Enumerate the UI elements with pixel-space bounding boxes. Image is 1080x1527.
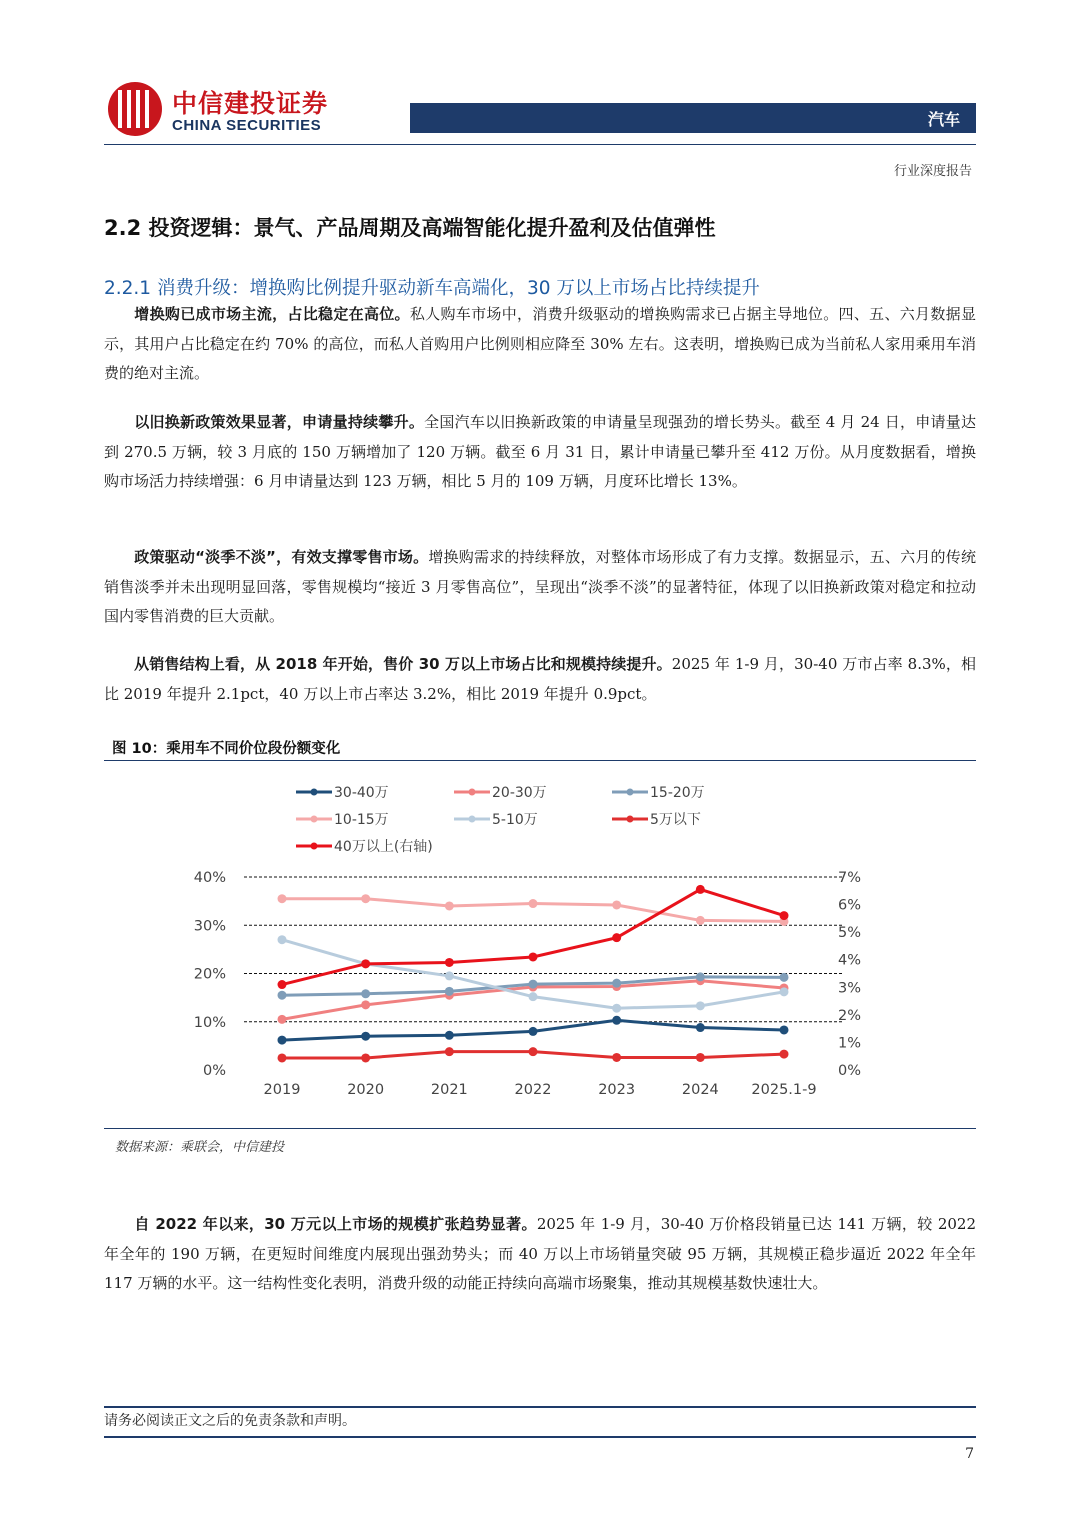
data-point (780, 1050, 789, 1059)
right-axis-tick-label: 5% (838, 925, 862, 942)
series-10-15万 (278, 894, 789, 926)
left-axis-tick-label: 40% (193, 870, 226, 886)
data-point (529, 992, 538, 1001)
legend-item (454, 785, 547, 801)
paragraph-2-lead: 以旧换新政策效果显著，申请量持续攀升。 (134, 413, 425, 431)
paragraph-1-body: 私人购车市场中，消费升级驱动的增换购需求已占据主导地位。四、五、六月数据显示，其用户占比稳定在约 70% 的高位，而私人首购用户比例则相应降至 30% 左右。这表明，增换购已成为当前私人家用乘用车消费的绝对主流。 (104, 305, 976, 382)
right-axis-tick-label: 1% (838, 1035, 862, 1052)
paragraph-4-body: 2025 年 1-9 月，30-40 万市占率 8.3%，相比 2019 年提升 2.1pct，40 万以上市占率达 3.2%，相比 2019 年提升 0.9pct。 (104, 655, 977, 703)
data-point (445, 1031, 454, 1040)
paragraph-4 (104, 650, 976, 709)
data-point (696, 1023, 705, 1032)
sector-label: 汽车 (927, 110, 960, 129)
company-logo-icon (108, 82, 162, 136)
sector-banner (410, 103, 976, 133)
x-axis-tick-label: 2024 (681, 1082, 719, 1098)
paragraph-2 (104, 408, 976, 497)
paragraph-5 (104, 1210, 976, 1299)
data-point (780, 911, 789, 920)
right-axis-tick-label: 6% (838, 897, 862, 914)
figure-source: 数据来源：乘联会，中信建投 (115, 1140, 285, 1155)
data-point (529, 1047, 538, 1056)
data-point (361, 1032, 370, 1041)
data-point (696, 916, 705, 925)
data-point (361, 989, 370, 998)
data-point (612, 1016, 621, 1025)
data-point (278, 980, 287, 989)
x-axis-tick-label: 2023 (598, 1082, 636, 1098)
data-point (529, 980, 538, 989)
section-heading: 2.2 投资逻辑：景气、产品周期及高端智能化提升盈利及估值弹性 (104, 216, 716, 240)
data-point (612, 900, 621, 909)
data-point (696, 972, 705, 981)
data-point (612, 933, 621, 942)
right-axis-tick-label: 0% (838, 1063, 862, 1079)
x-axis-tick-label: 2019 (263, 1082, 301, 1098)
price-segment-share-chart (104, 770, 976, 1110)
figure-title: 图 10：乘用车不同价位段份额变化 (112, 741, 341, 757)
figure-top-rule (104, 760, 976, 761)
legend-label: 30-40万 (334, 785, 389, 801)
x-axis-tick-label: 2020 (347, 1082, 385, 1098)
paragraph-3 (104, 543, 976, 632)
data-point (696, 1053, 705, 1062)
x-axis-ticks (264, 1082, 817, 1098)
left-axis-tick-label: 30% (193, 918, 226, 935)
data-point (696, 1001, 705, 1010)
logo-chinese-name: 中信建投证券 (172, 89, 329, 118)
data-point (612, 979, 621, 988)
right-axis-tick-label: 3% (838, 980, 862, 997)
left-axis-ticks (194, 870, 226, 1079)
legend-swatch-marker (469, 789, 476, 796)
data-point (278, 935, 287, 944)
legend-swatch-marker (627, 789, 634, 796)
data-point (696, 885, 705, 894)
left-axis-tick-label: 0% (202, 1063, 226, 1079)
data-point (278, 991, 287, 1000)
data-point (361, 1053, 370, 1062)
legend-label: 5万以下 (650, 812, 701, 828)
paragraph-2-body: 全国汽车以旧换新政策的申请量呈现强劲的增长势头。截至 4 月 24 日，申请量达到 270.5 万辆，较 3 月底的 150 万辆增加了 120 万辆。截至 6 月 31 日，累计申请量已攀升至 412 万份。从月度数据看，增换购市场活力持续增强：6 月申请量达到 123 万辆，相比 5 月的 109 万辆，月度环比增长 13%。 (104, 413, 976, 490)
subsection-heading: 2.2.1 消费升级：增换购比例提升驱动新车高端化，30 万以上市场占比持续提升 (104, 278, 760, 299)
data-point (529, 952, 538, 961)
left-axis-tick-label: 20% (193, 966, 226, 983)
data-point (612, 1004, 621, 1013)
series-5万以下 (278, 1047, 789, 1062)
data-point (780, 987, 789, 996)
legend-label: 5-10万 (492, 812, 538, 828)
footer-top-rule (104, 1406, 976, 1408)
data-point (361, 959, 370, 968)
data-point (278, 1015, 287, 1024)
header-divider (104, 144, 976, 145)
right-axis-tick-label: 7% (838, 870, 862, 886)
legend-item (612, 785, 705, 801)
data-point (445, 901, 454, 910)
legend-swatch-marker (469, 816, 476, 823)
data-point (278, 894, 287, 903)
page-number: 7 (965, 1446, 974, 1462)
data-point (445, 1047, 454, 1056)
data-point (445, 958, 454, 967)
footer-bottom-rule (104, 1436, 976, 1438)
paragraph-4-lead: 从销售结构上看，从 2018 年开始，售价 30 万以上市场占比和规模持续提升。 (134, 655, 672, 673)
x-axis-tick-label: 2025.1-9 (751, 1082, 817, 1098)
legend-label: 20-30万 (492, 785, 547, 801)
data-point (529, 1027, 538, 1036)
x-axis-tick-label: 2022 (514, 1082, 552, 1098)
paragraph-5-lead: 自 2022 年以来，30 万元以上市场的规模扩张趋势显著。 (134, 1215, 537, 1233)
data-point (278, 1053, 287, 1062)
right-axis-tick-label: 2% (838, 1007, 862, 1024)
report-type: 行业深度报告 (893, 164, 972, 179)
paragraph-1-lead: 增换购已成市场主流，占比稳定在高位。 (134, 305, 410, 323)
data-point (780, 1025, 789, 1034)
legend-item (296, 785, 389, 801)
legend-swatch-marker (311, 816, 318, 823)
legend-label: 40万以上(右轴) (334, 839, 433, 855)
series-30-40万 (278, 1016, 789, 1045)
legend-item (296, 839, 433, 855)
disclaimer: 请务必阅读正文之后的免责条款和声明。 (104, 1413, 356, 1429)
paragraph-1 (104, 300, 976, 389)
paragraph-3-lead: 政策驱动“淡季不淡”，有效支撑零售市场。 (134, 548, 429, 566)
data-point (529, 899, 538, 908)
data-point (612, 1053, 621, 1062)
legend-item (296, 812, 389, 828)
legend-label: 10-15万 (334, 812, 389, 828)
legend-item (454, 812, 538, 828)
logo-english-name: CHINA SECURITIES (172, 117, 322, 134)
figure-bottom-rule (104, 1128, 976, 1129)
chart-legend (296, 785, 705, 855)
data-point (278, 1036, 287, 1045)
legend-swatch-marker (311, 789, 318, 796)
right-axis-ticks (838, 870, 861, 1079)
data-point (361, 894, 370, 903)
legend-label: 15-20万 (650, 785, 705, 801)
data-point (780, 973, 789, 982)
data-point (361, 1000, 370, 1009)
legend-swatch-marker (311, 843, 318, 850)
data-point (445, 971, 454, 980)
right-axis-tick-label: 4% (838, 952, 862, 969)
legend-swatch-marker (627, 816, 634, 823)
x-axis-tick-label: 2021 (430, 1082, 468, 1098)
paragraph-3-body: 增换购需求的持续释放，对整体市场形成了有力支撑。数据显示，五、六月的传统销售淡季并未出现明显回落，零售规模均“接近 3 月零售高位”，呈现出“淡季不淡”的显著特征，体现了以旧换新政策对稳定和拉动国内零售消费的巨大贡献。 (104, 548, 976, 625)
left-axis-tick-label: 10% (193, 1014, 226, 1031)
data-point (445, 987, 454, 996)
paragraph-5-body: 2025 年 1-9 月，30-40 万价格段销量已达 141 万辆，较 2022 年全年的 190 万辆，在更短时间维度内展现出强劲势头；而 40 万以上市场销量突破 95 万辆，其规模正稳步逼近 2022 年全年 117 万辆的水平。这一结构性变化表明，消费升级的动能正持续向高端市场聚集，推动其规模基数快速壮大。 (104, 1215, 976, 1292)
legend-item (612, 812, 701, 828)
